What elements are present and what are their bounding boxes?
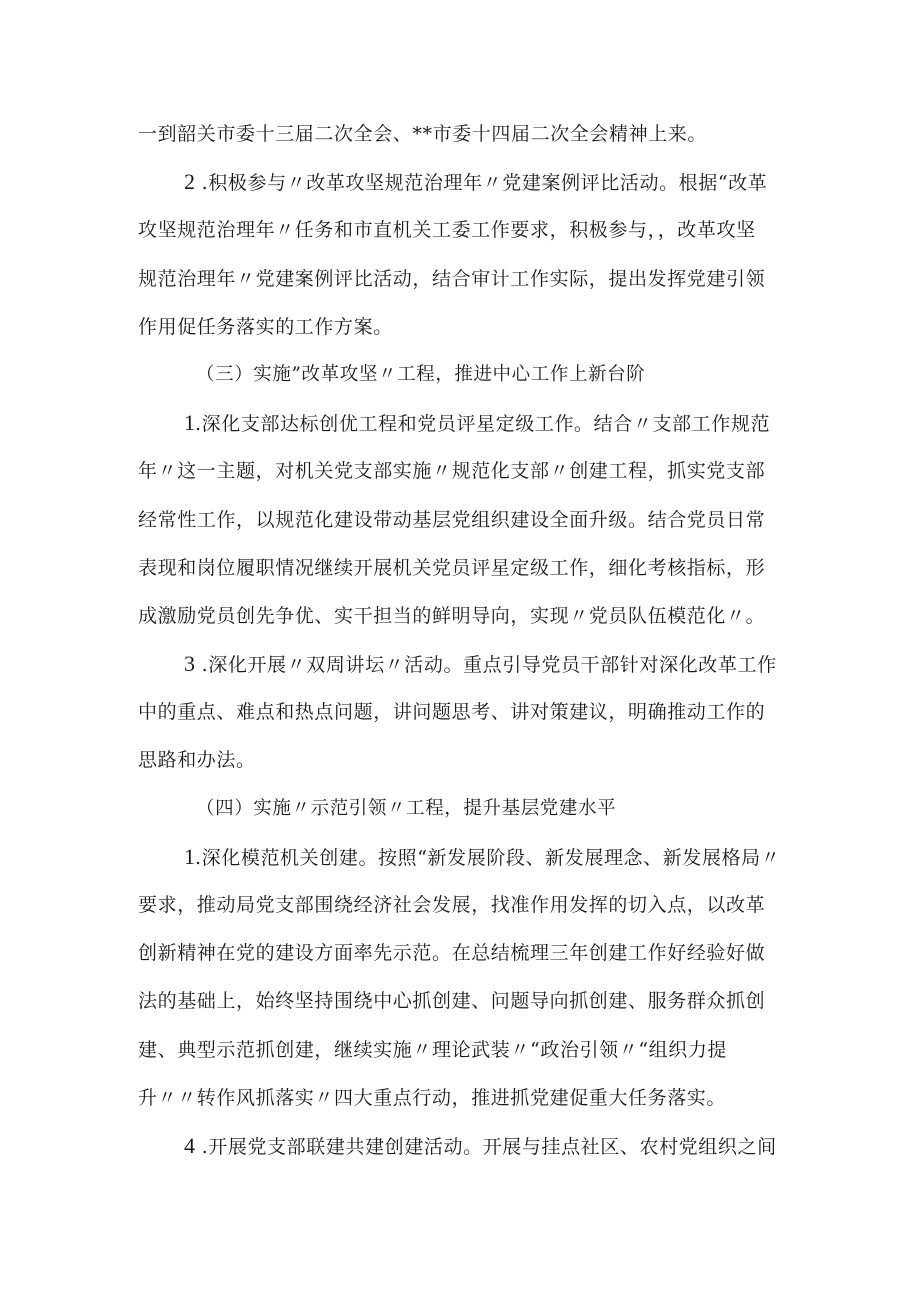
paragraph-line: 2 .积极参与〃改革攻坚规范治理年〃党建案例评比活动。根据“改革 [184, 169, 768, 195]
section-heading: （三）实施”改革攻坚〃工程，推进中心工作上新台阶 [196, 363, 646, 385]
text-line: 思路和办法。 [138, 749, 256, 772]
text-line: 表现和岗位履职情况继续开展机关党员评星定级工作，细化考核指标，形 [138, 556, 766, 579]
text-line: 要求，推动局党支部围绕经济社会发展，找准作用发挥的切入点，以改革 [138, 894, 766, 916]
document-body [138, 110, 788, 1170]
text-line: 一到韶关市委十三届二次全会、**市委十四届二次全会精神上来。 [138, 123, 708, 145]
item-number: 3 [184, 651, 195, 677]
item-number: 2 [184, 169, 195, 195]
text-line: 规范治理年〃党建案例评比活动，结合审计工作实际，提出发挥党建引领 [138, 267, 766, 290]
paragraph-line: 4 .开展党支部联建共建创建活动。开展与挂点社区、农村党组织之间 [184, 1132, 777, 1158]
text-line: 升〃〃转作风抓落实〃四大重点行动，推进抓党建促重大任务落实。 [138, 1086, 727, 1109]
text-line: 成激励党员创先争优、实干担当的鲜明导向，实现〃党员队伍模范化〃。 [138, 604, 766, 627]
section-heading: （四）实施〃示范引领〃工程，提升基层党建水平 [196, 797, 617, 819]
text-line: 攻坚规范治理年〃任务和市直机关工委工作要求，积极参与，，改革攻坚 [138, 219, 756, 242]
text-line: 作用促任务落实的工作方案。 [138, 315, 393, 338]
item-number: 1 [184, 410, 195, 436]
text-line: 创新精神在党的建设方面率先示范。在总结梳理三年创建工作好经验好做 [138, 942, 766, 965]
item-number: 1 [184, 843, 195, 869]
item-number: 4 [184, 1132, 195, 1158]
paragraph-line: 1.深化模范机关创建。按照“新发展阶段、新发展理念、新发展格局〃 [184, 843, 781, 869]
text-line: 建、典型示范抓创建，继续实施〃理论武装〃“政治引领〃“组织力提 [138, 1038, 728, 1061]
text-line: 年〃这一主题，对机关党支部实施〃规范化支部〃创建工程，抓实党支部 [138, 460, 766, 483]
text-line: 法的基础上，始终坚持围绕中心抓创建、问题导向抓创建、服务群众抓创 [138, 990, 766, 1013]
text-line: 中的重点、难点和热点问题，讲问题思考、讲对策建议，明确推动工作的 [138, 701, 766, 724]
paragraph-line: 1.深化支部达标创优工程和党员评星定级工作。结合〃支部工作规范 [184, 410, 771, 436]
text-line: 经常性工作，以规范化建设带动基层党组织建设全面升级。结合党员日常 [138, 508, 766, 531]
paragraph-line: 3 .深化开展〃双周讲坛〃活动。重点引导党员干部针对深化改革工作 [184, 651, 777, 677]
